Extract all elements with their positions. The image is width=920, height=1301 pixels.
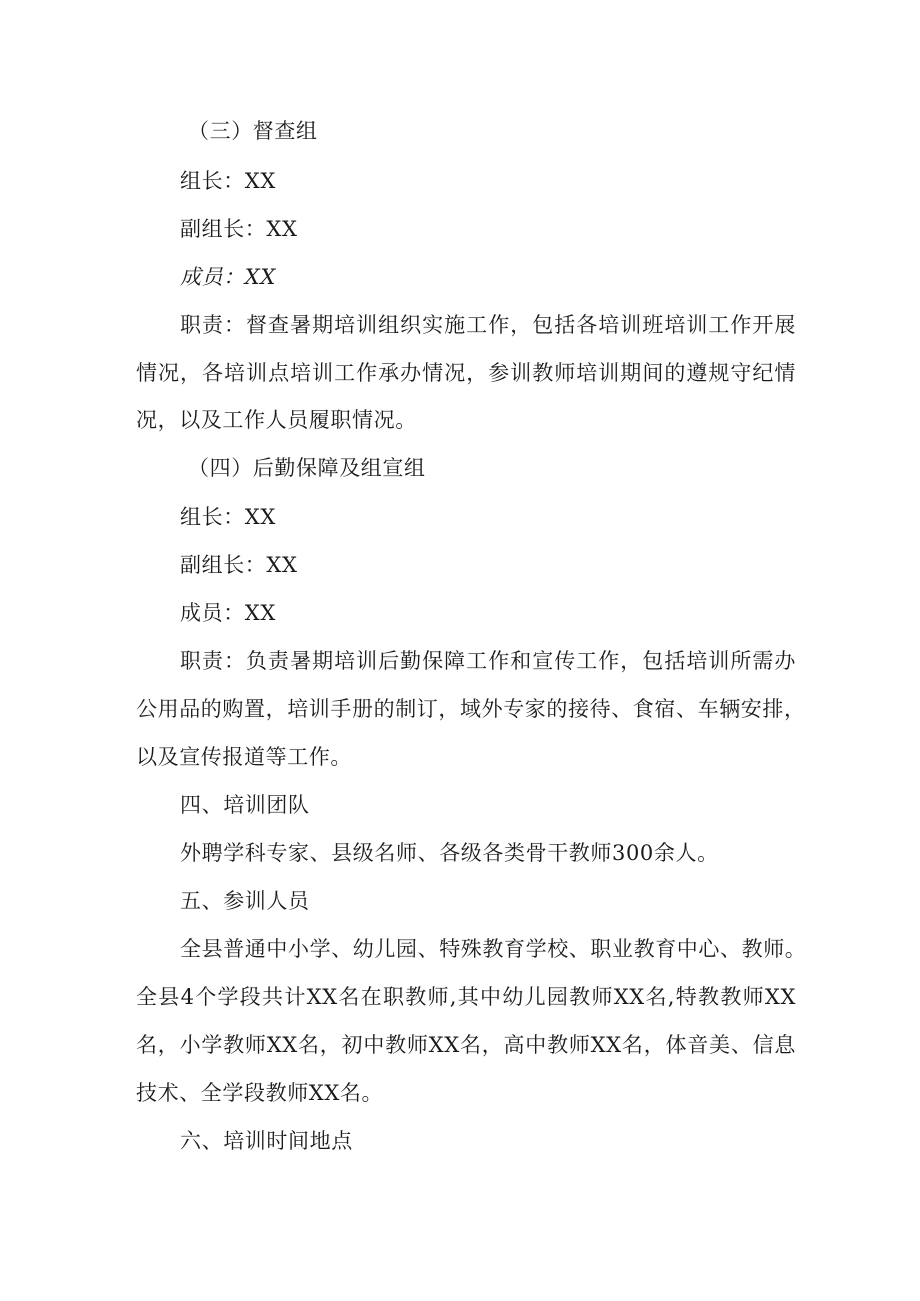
paragraph-line: 全县普通中小学、幼儿园、特殊教育学校、职业教育中心、教师。: [180, 937, 807, 961]
paragraph-line: 外聘学科专家、县级名师、各级各类骨干教师300余人。: [180, 841, 719, 865]
members-line: 成员：XX: [180, 601, 276, 625]
section-heading-training-team: 四、培训团队: [180, 793, 310, 817]
members-line: 成员：XX: [180, 265, 276, 289]
paragraph-line: 名，小学教师XX名，初中教师XX名，高中教师XX名，体音美、信息: [136, 1033, 796, 1057]
paragraph-line: 情况，各培训点培训工作承办情况，参训教师培训期间的遵规守纪情: [136, 361, 796, 385]
section-heading-participants: 五、参训人员: [180, 889, 310, 913]
duties-paragraph-line: 职责：督查暑期培训组织实施工作，包括各培训班培训工作开展: [180, 313, 796, 337]
group-leader-line: 组长：XX: [180, 169, 276, 193]
paragraph-line: 全县4个学段共计XX名在职教师,其中幼儿园教师XX名,特教教师XX: [136, 985, 796, 1009]
group-leader-line: 组长：XX: [180, 505, 276, 529]
deputy-leader-line: 副组长：XX: [180, 553, 298, 577]
paragraph-line: 以及宣传报道等工作。: [136, 745, 352, 769]
paragraph-line: 公用品的购置，培训手册的制订，域外专家的接待、食宿、车辆安排，: [136, 697, 806, 721]
paragraph-line: 况，以及工作人员履职情况。: [136, 408, 417, 432]
paragraph-line: 技术、全学段教师XX名。: [136, 1081, 384, 1105]
section-heading-time-location: 六、培训时间地点: [180, 1129, 353, 1153]
deputy-leader-line: 副组长：XX: [180, 217, 298, 241]
section-heading-logistics-group: （四）后勤保障及组宣组: [188, 456, 426, 480]
duties-paragraph-line: 职责：负责暑期培训后勤保障工作和宣传工作，包括培训所需办: [180, 649, 796, 673]
section-heading-supervision-group: （三）督查组: [188, 119, 318, 143]
